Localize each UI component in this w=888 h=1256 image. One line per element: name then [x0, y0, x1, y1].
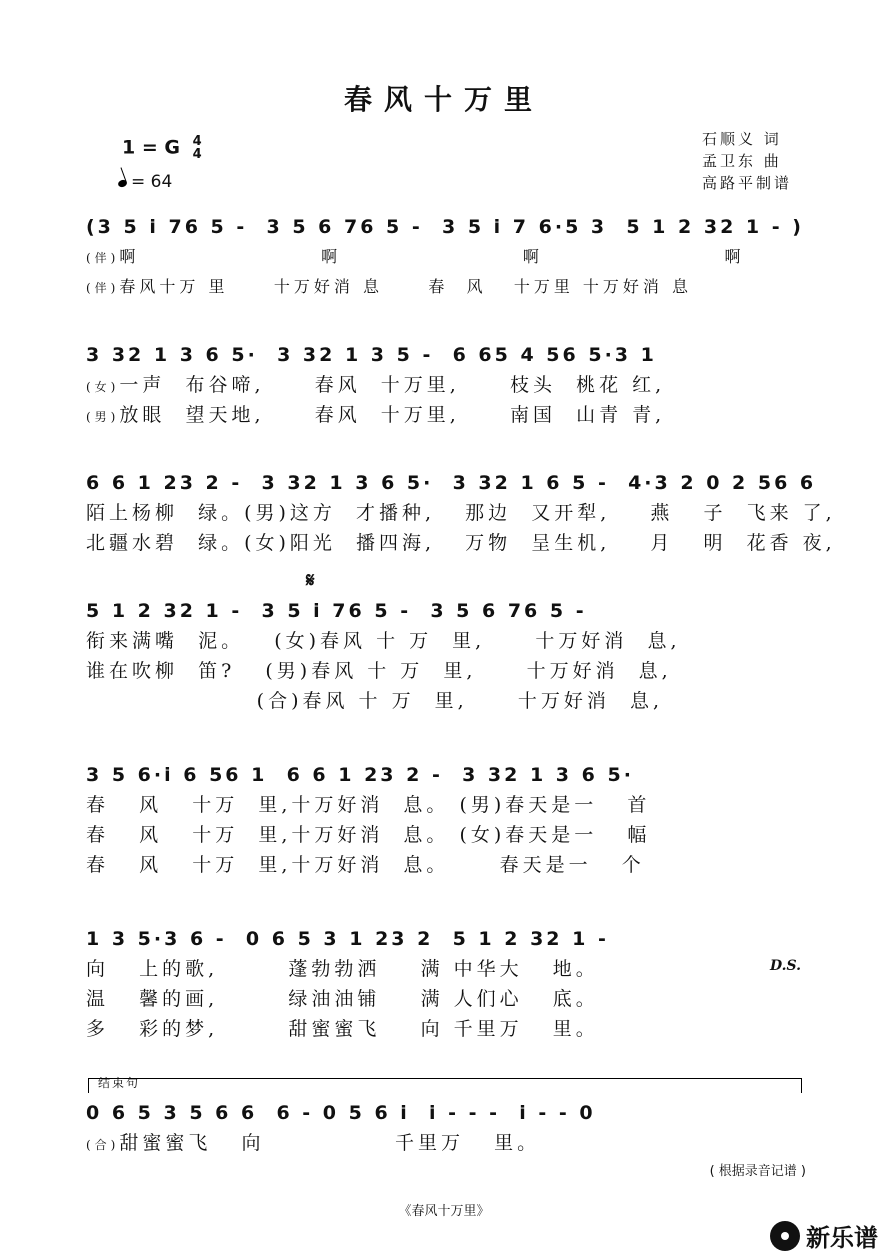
lyric-text: (合)春风 十 万 里, 十万好消 息,	[86, 690, 664, 712]
lyric-text: 一声 布谷啼, 春风 十万里, 枝头 桃花 红,	[119, 374, 666, 396]
lyric-line	[86, 400, 808, 430]
lyric-text: 北疆水碧 绿。(女)阳光 播四海, 万物 呈生机, 月 明 花香 夜,	[86, 532, 836, 554]
lyric-line	[86, 528, 836, 558]
lyric-text: 谁在吹柳 笛? (男)春风 十 万 里, 十万好消 息,	[86, 660, 672, 682]
notation-line: 6 6 1 23 2 - 3 32 1 3 6 5· 3 32 1 6 5 - 4·3 2 0 2 56 6	[86, 472, 817, 494]
lyric-text: 春 风 十万 里,十万好消 息。 春天是一 个	[86, 854, 645, 876]
tempo-value: = 64	[131, 172, 173, 192]
time-top: 4	[192, 134, 202, 149]
notation-line: 3 5 6·i 6 56 1 6 6 1 23 2 - 3 32 1 3 6 5·	[86, 764, 634, 786]
lyric-line	[86, 1014, 808, 1044]
tempo-marking	[118, 172, 172, 192]
voice-tag: (合)	[86, 1138, 120, 1152]
lyric-line	[86, 242, 808, 272]
lyric-line	[86, 498, 836, 528]
credits	[702, 128, 792, 194]
lyric-line	[86, 626, 808, 656]
composer: 孟卫东 曲	[701, 152, 782, 170]
score-row-7	[86, 1098, 808, 1158]
voice-tag: (伴)	[86, 251, 120, 265]
voice-tag: (男)	[86, 410, 120, 424]
lyric-text: 衔来满嘴 泥。 (女)春风 十 万 里, 十万好消 息,	[86, 630, 681, 652]
score-row-5	[86, 760, 808, 880]
lyric-line	[86, 820, 808, 850]
score-row-2	[86, 340, 808, 430]
song-title: 春风十万里	[343, 83, 544, 116]
site-logo	[770, 1218, 878, 1253]
ending-label: 结束句	[98, 1076, 141, 1090]
score-row-6	[86, 924, 808, 1044]
lyric-text: 啊 啊 啊 啊	[119, 247, 745, 266]
lyric-text: 春 风 十万 里,十万好消 息。 (男)春天是一 首	[86, 794, 651, 816]
segno-sign: 𝄋	[306, 568, 315, 592]
notation-line: 0 6 5 3 5 6 6 6 - 0 5 6 i i - - - i - - 0	[86, 1102, 596, 1124]
transcriber: 高路平制谱	[701, 174, 792, 192]
time-signature	[193, 135, 202, 161]
lyric-line	[86, 272, 808, 302]
lyric-text: 春风十万 里 十万好消 息 春 风 十万里 十万好消 息	[119, 277, 693, 296]
time-bottom: 4	[192, 147, 202, 162]
notation-line: (3 5 i 76 5 - 3 5 6 76 5 - 3 5 i 7 6·5 3 5 1 2 32 1 - )	[86, 216, 804, 238]
lyric-line	[86, 790, 808, 820]
dal-segno-mark: D.S.	[770, 958, 802, 974]
lyric-line	[86, 686, 808, 716]
lyric-line	[86, 954, 808, 984]
notation-line: 1 3 5·3 6 - 0 6 5 3 1 23 2 5 1 2 32 1 -	[86, 928, 609, 950]
source-note: ( 根据录音记谱 )	[709, 1164, 806, 1179]
lyric-line	[86, 850, 808, 880]
quarter-note-icon	[117, 179, 128, 189]
voice-tag: (女)	[86, 380, 120, 394]
lyric-text: 温 馨的画, 绿油油铺 满 人们心 底。	[86, 988, 599, 1010]
lyric-text: 甜蜜蜜飞 向 千里万 里。	[119, 1132, 541, 1154]
footer-title: 《春风十万里》	[398, 1204, 490, 1219]
lyric-line	[86, 656, 808, 686]
voice-tag: (伴)	[86, 281, 120, 295]
ending-bracket	[88, 1078, 802, 1093]
score-row-3	[86, 468, 836, 558]
key-signature	[122, 135, 202, 161]
lyric-text: 陌上杨柳 绿。(男)这方 才播种, 那边 又开犁, 燕 子 飞来 了,	[86, 502, 836, 524]
key-label: 1 = G	[122, 136, 180, 159]
lyric-text: 多 彩的梦, 甜蜜蜜飞 向 千里万 里。	[86, 1018, 599, 1040]
lyric-text: 春 风 十万 里,十万好消 息。 (女)春天是一 幅	[86, 824, 651, 846]
lyric-text: 向 上的歌, 蓬勃勃洒 满 中华大 地。	[86, 958, 599, 980]
logo-text: 新乐谱	[806, 1224, 878, 1252]
score-row-1	[86, 212, 808, 302]
lyric-text: 放眼 望天地, 春风 十万里, 南国 山青 青,	[119, 404, 666, 426]
record-disc-icon	[770, 1221, 800, 1251]
lyric-line	[86, 1128, 808, 1158]
lyric-line	[86, 370, 808, 400]
lyric-line	[86, 984, 808, 1014]
notation-line: 3 32 1 3 6 5· 3 32 1 3 5 - 6 65 4 56 5·3 1	[86, 344, 657, 366]
lyricist: 石顺义 词	[701, 130, 782, 148]
score-row-4	[86, 596, 808, 716]
notation-line: 5 1 2 32 1 - 3 5 i 76 5 - 3 5 6 76 5 -	[86, 600, 587, 622]
